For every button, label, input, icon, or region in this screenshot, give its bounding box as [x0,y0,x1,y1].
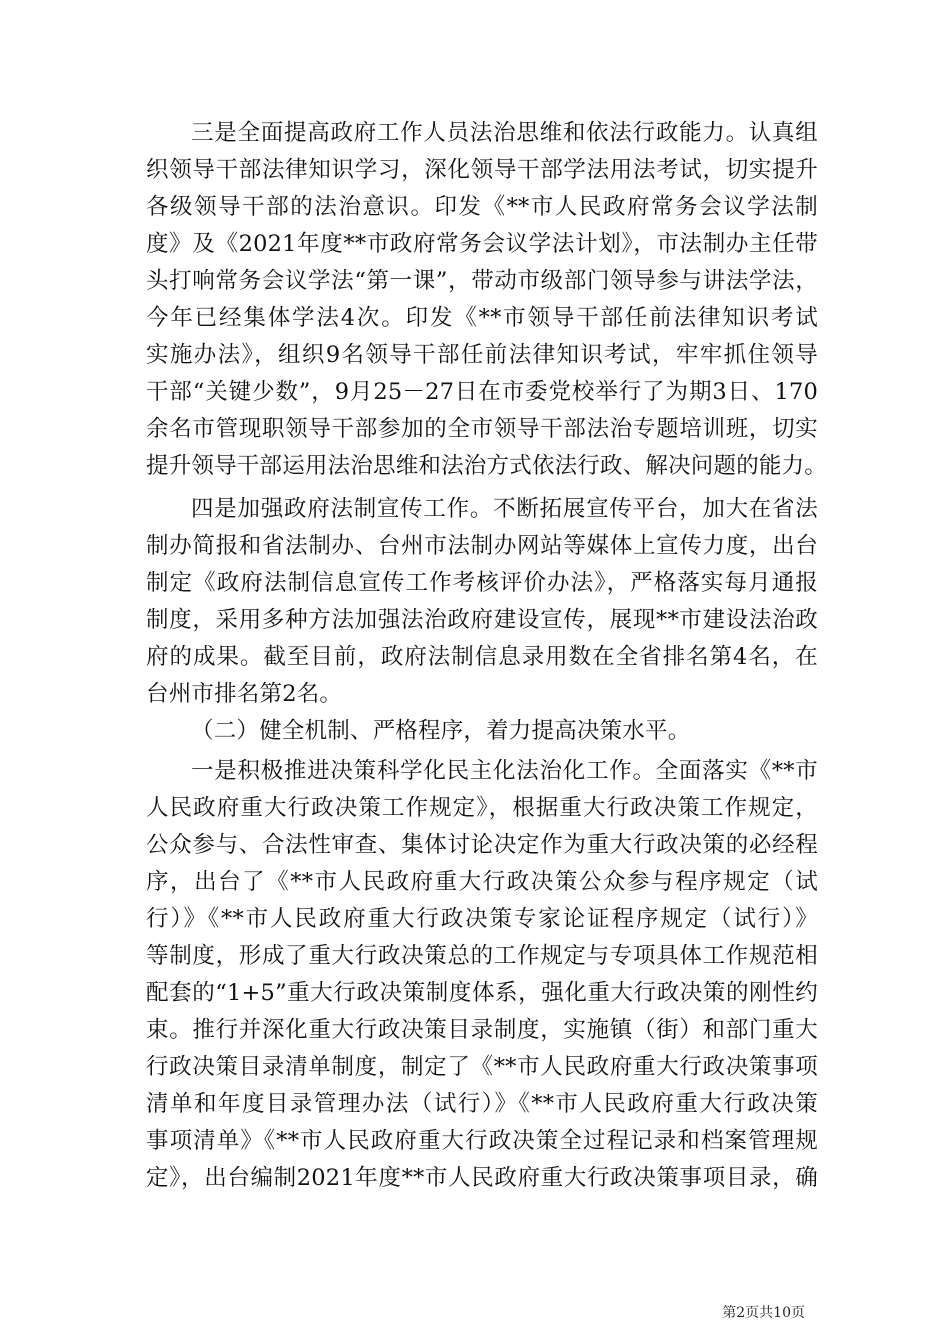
paragraph-line: 度》及《2021年度**市政府常务会议学法计划》，市法制办主任带 [146,231,818,257]
paragraph-line: 府的成果。截至目前，政府法制信息录用数在全省排名第4名，在 [146,644,818,670]
paragraph-line: 各级领导干部的法治意识。印发《**市人民政府常务会议学法制 [146,194,818,220]
paragraph-line: 公众参与、合法性审查、集体讨论决定作为重大行政决策的必经程 [146,832,818,858]
page-number-footer: 第2页共10页 [722,1305,805,1321]
paragraph-line: 干部“关键少数”，9月25－27日在市委党校举行了为期3日、170 [146,379,818,405]
paragraph-line: 序，出台了《**市人民政府重大行政决策公众参与程序规定（试 [146,869,818,895]
paragraph-line: 配套的“1+5”重大行政决策制度体系，强化重大行政决策的刚性约 [146,980,818,1006]
paragraph-line: 余名市管现职领导干部参加的全市领导干部法治专题培训班，切实 [146,416,818,442]
paragraph-line: 提升领导干部运用法治思维和法治方式依法行政、解决问题的能力。 [146,453,828,479]
paragraph-line: 头打响常务会议学法“第一课”，带动市级部门领导参与讲法学法， [146,268,818,294]
paragraph-line: 三是全面提高政府工作人员法治思维和依法行政能力。认真组 [191,120,818,146]
paragraph-line: 四是加强政府法制宣传工作。不断拓展宣传平台，加大在省法 [191,496,818,522]
paragraph-line: 定》，出台编制2021年度**市人民政府重大行政决策事项目录，确 [146,1165,818,1191]
paragraph-line: 等制度，形成了重大行政决策总的工作规定与专项具体工作规范相 [146,943,818,969]
paragraph-line: 制定《政府法制信息宣传工作考核评价办法》，严格落实每月通报 [146,570,818,596]
paragraph-line: 台州市排名第2名。 [146,681,343,707]
paragraph-line: 行政决策目录清单制度，制定了《**市人民政府重大行政决策事项 [146,1054,818,1080]
paragraph-line: 今年已经集体学法4次。印发《**市领导干部任前法律知识考试 [146,305,818,331]
paragraph-line: 实施办法》，组织9名领导干部任前法律知识考试，牢牢抓住领导 [146,342,818,368]
paragraph-line: 人民政府重大行政决策工作规定》，根据重大行政决策工作规定， [146,795,818,821]
paragraph-line: 制度，采用多种方法加强法治政府建设宣传，展现**市建设法治政 [146,607,818,633]
paragraph-line: 一是积极推进决策科学化民主化法治化工作。全面落实《**市 [191,758,818,784]
paragraph-line: 织领导干部法律知识学习，深化领导干部学法用法考试，切实提升 [146,157,818,183]
paragraph-line: 束。推行并深化重大行政决策目录制度，实施镇（街）和部门重大 [146,1017,818,1043]
paragraph-line: 清单和年度目录管理办法（试行）》《**市人民政府重大行政决策 [146,1091,818,1117]
section-heading: （二）健全机制、严格程序，着力提高决策水平。 [191,718,691,744]
paragraph-line: 制办简报和省法制办、台州市法制办网站等媒体上宣传力度，出台 [146,533,818,559]
paragraph-line: 事项清单》《**市人民政府重大行政决策全过程记录和档案管理规 [146,1128,818,1154]
paragraph-line: 行）》《**市人民政府重大行政决策专家论证程序规定（试行）》 [146,906,818,932]
